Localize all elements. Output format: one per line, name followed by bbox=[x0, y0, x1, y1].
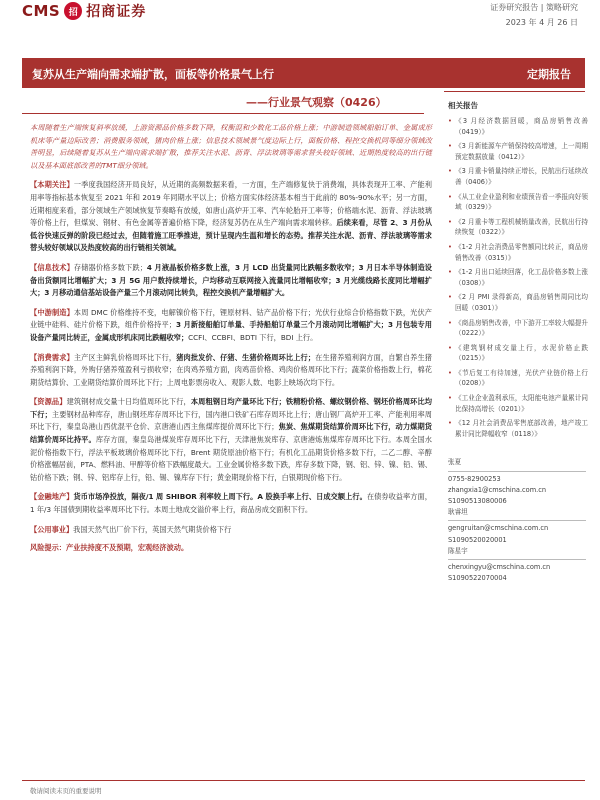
section-text: 主产区主鲜乳价格周环比下行， bbox=[73, 352, 177, 362]
analyst-phone: 0755-82900253 bbox=[448, 474, 501, 483]
related-report[interactable]: • 《商品房销售改善，中下游开工率较大幅提升（0222）》 bbox=[448, 318, 588, 338]
sidebar bbox=[448, 100, 588, 584]
section-finance bbox=[30, 491, 432, 516]
section-bold-text: 货币市场净投放，隔夜/1 周 SHIBOR 利率较上周下行。A 股换手率上行、日成交额上行。 bbox=[73, 492, 367, 502]
analyst-email[interactable]: chenxingyu@cmschina.com.cn bbox=[448, 563, 551, 572]
bullet-icon: • bbox=[448, 268, 452, 277]
section-midstream bbox=[30, 307, 432, 345]
related-reports-list bbox=[448, 116, 588, 439]
footer-divider bbox=[22, 780, 585, 781]
divider bbox=[448, 471, 586, 472]
report-date: 2023 年 4 月 26 日 bbox=[505, 18, 578, 27]
sidebar-divider bbox=[444, 91, 585, 92]
section-bold-text: 猪肉批发价、仔猪、生猪价格周环比上行； bbox=[176, 352, 316, 362]
bullet-icon: • bbox=[448, 293, 452, 302]
section-it bbox=[30, 262, 432, 300]
cms-logo bbox=[22, 0, 146, 22]
related-report[interactable]: • 《从工业企业盈利和业绩预告看一季报向好领域（0329）》 bbox=[448, 192, 588, 212]
logo-seal-icon: 招 bbox=[64, 2, 82, 20]
section-focus bbox=[30, 179, 432, 255]
section-text: 一季度我国经济开局良好，从近期的高频数据来看，一方面，生产端修复快于消费端，具体表现开工率、产能利用率等指标基本恢复至 2021 年和 2019 年同期水平以上；价格方面实体经济基本相当于此前的 80%-90%水平；另一方面，近期相度来看，部分领域生产领域恢复节奏略有放缓，如唐山高炉开工率、汽车轮胎开工率等；价格端水泥、沥青、浮法玻璃等价格上行，但煤炭、钢材、有色金属等普遍价格下降，经济复苏仍在从生产端向需求端转移。 bbox=[30, 180, 432, 228]
bullet-icon: • bbox=[448, 368, 452, 377]
section-tail-text: 在生猪养殖利润方面，自繁自养生猪养殖利润下降，外购仔猪养殖盈利亏损收窄；在肉鸡养殖方面，肉鸡苗价格、鸡肉价格周环比下行；蔬菜价格指数上行，棉花期货结算价、工业期货结算价周环比下行；上周电影票房收入、观影人数、电影上映场次均下行。 bbox=[30, 352, 432, 387]
related-report[interactable]: • 《12 月社会消费品零售底部改善，地产竣工累计同比降幅收窄（0118）》 bbox=[448, 419, 588, 438]
related-report[interactable]: • 《3 月重卡销量持续正增长，民航出行延续改善（0406）》 bbox=[448, 167, 588, 186]
risk-warning: 风险提示：产业扶持度不及预期，宏观经济波动。 bbox=[30, 543, 189, 553]
section-bold-text: 4 月液晶板价格多数上涨，3 月 LCD 出货量同比跌幅多数收窄；3 月日本半导体制造设备出货额同比增幅扩大；3 月 5G 用户数持续增长，户均移动互联网接入流量同比增幅收窄；3 月光缆线路长度同比增幅扩大；3 月移动通信基站设备产量三个月滚动同比转负，程控交换机产量增幅扩大。 bbox=[30, 262, 432, 298]
analyst-license: S1090522070004 bbox=[448, 574, 507, 583]
bullet-icon: • bbox=[448, 242, 452, 251]
bullet-icon: • bbox=[448, 167, 452, 176]
related-report[interactable]: • 《建筑钢材成交量上行，水泥价格止跌（0215）》 bbox=[448, 343, 588, 363]
section-text: 本周 DMC 价格维持不变，电解镍价格下行，锂原材料、钴产品价格下行；光伏行业综合价格指数下跌，光伏产业链中硅料、硅片价格下跌，组件价格持平； bbox=[30, 307, 432, 330]
section-tag: 【消费需求】 bbox=[30, 352, 74, 362]
logo-cn: 招商证券 bbox=[86, 4, 147, 20]
logo-en: CMS bbox=[22, 2, 61, 20]
section-bold-text: 3 月新接船舶订单量、手持船舶订单量三个月滚动同比增幅扩大；3 月包装专用设备产量同比转正，金属成形机床同比跌幅收窄； bbox=[30, 320, 432, 342]
section-tag: 【本期关注】 bbox=[30, 180, 74, 190]
section-tag: 【资源品】 bbox=[30, 397, 67, 407]
related-report[interactable]: • 《3 月新能源车产销保持较高增速，上一周期预定数据放量（0412）》 bbox=[448, 142, 588, 161]
section-tag: 【公用事业】 bbox=[30, 524, 74, 534]
section-tail-text: 主要钢材品种库存，唐山钢坯库存周环比下行，国内港口铁矿石库存周环比上行；唐山钢厂高炉开工率、产能利用率周环比下行，秦皇岛港山西优混平仓价、京唐港山西主焦煤库提价周环比下行； bbox=[30, 409, 432, 432]
page-header bbox=[0, 0, 600, 48]
analyst-name: 耿睿坦 bbox=[448, 508, 468, 517]
divider bbox=[448, 559, 586, 560]
related-report[interactable]: • 《3 月经济数据回暖，商品房销售改善（0419）》 bbox=[448, 117, 588, 136]
main-content bbox=[30, 122, 432, 554]
section-bold-text: 本周粗钢日均产量环比下行；铁精粉价格、螺纹钢价格、钢坯价格周环比均下行； bbox=[30, 397, 432, 419]
section-tail-text: CCFI、CCBFI、BDTI 下行，BDI 上行。 bbox=[188, 332, 318, 342]
related-report[interactable]: • 《节后复工有待加速，光伏产业链价格上行（0208）》 bbox=[448, 368, 588, 388]
analyst-name: 张夏 bbox=[448, 458, 462, 467]
section-tag: 【信息技术】 bbox=[30, 262, 74, 272]
related-report[interactable]: • 《工业企业盈利承压，太阳能电池产量累计同比保持高增长（0201）》 bbox=[448, 394, 588, 413]
bullet-icon: • bbox=[448, 419, 452, 428]
report-type: 证券研究报告 | 策略研究 bbox=[490, 3, 578, 12]
bullet-icon: • bbox=[448, 343, 452, 352]
bullet-icon: • bbox=[448, 192, 452, 201]
analyst-email[interactable]: gengruitan@cmschina.com.cn bbox=[448, 524, 549, 533]
bullet-icon: • bbox=[448, 142, 452, 151]
analyst-license: S1090513080006 bbox=[448, 497, 507, 506]
report-tag: 定期报告 bbox=[527, 68, 571, 81]
related-report[interactable]: • 《1-2 月社会消费品零售额同比转正，商品房销售改善（0315）》 bbox=[448, 242, 588, 262]
footer-note: 敬请阅读末页的重要说明 bbox=[30, 787, 102, 795]
analyst-name: 陈星宇 bbox=[448, 546, 468, 555]
section-tail-text: 在债券收益率方面，1 年/3 年国债到期收益率周环比下行。本周土地成交溢价率上行，商品房成交面积下行。 bbox=[30, 492, 432, 515]
related-report[interactable]: • 《2 月重卡等工程机械销量改善，民航出行持续恢复（0322）》 bbox=[448, 217, 588, 237]
abstract: 本周随着生产端恢复斜率放缓，上游资源品价格多数下降，权衡混和少数化工品价格上涨；中游制造领域船舶订单、金属成形机床等产量边际改善；消费服务领域，猪肉价格上涨；信息技术领域景气度边际上行，面板价格、程控交换机同等细分领域改善明显，后续随着复苏从生产端向需求端扩散，推荐关注水泥、沥青、浮法玻璃等需求替头较好领域、近期热度较高的出行链以及基本面底部改善的TMT细分领域。 bbox=[30, 123, 432, 170]
title-bar bbox=[22, 58, 585, 88]
header-meta bbox=[490, 2, 578, 28]
section-text: 建筑钢材成交量十日均值周环比下行， bbox=[66, 397, 191, 407]
section-tail-text-2: 库存方面，秦皇岛港煤炭库存周环比下行，天津港焦炭库存、京唐港炼焦煤库存周环比下行。本周全国水泥价格指数下行，浮法平板玻璃价格周环比下行，Brent 期货原油价格下行；有机化工品期货价格多数下行，二乙二醇、辛醇价格涨幅居前，PTA、燃料油、甲醇等价格下跌幅度最大。工业金属价格多数下跌，库存多数下降，钢、铝、锌、镍、铅、锡、钴价格下跌；钢、锌、铝库存上行，铅、锡、镍库存下行；黄金期现价格下行，白银期现价格下行。 bbox=[30, 435, 432, 482]
bullet-icon: • bbox=[448, 117, 452, 125]
related-report[interactable]: • 《1-2 月出口延续回落，化工品价格多数上涨（0308）》 bbox=[448, 268, 588, 287]
section-consumer bbox=[30, 352, 432, 390]
section-resources bbox=[30, 396, 432, 484]
section-tag: 【中游制造】 bbox=[30, 307, 74, 317]
section-bold-text-2: 焦炭、焦煤期货结算价周环比下行，动力煤期货结算价周环比持平。 bbox=[30, 422, 432, 445]
bullet-icon: • bbox=[448, 217, 452, 226]
report-subtitle: ——行业景气观察（0426） bbox=[246, 96, 387, 109]
section-text: 我国天然气出厂价下行，英国天然气期货价格下行 bbox=[73, 524, 232, 534]
section-tag: 【金融地产】 bbox=[30, 492, 74, 502]
section-text: 存储器价格多数下跌； bbox=[73, 262, 147, 272]
subtitle-divider bbox=[22, 113, 424, 114]
analyst-contacts bbox=[448, 457, 588, 584]
analyst-email[interactable]: zhangxia1@cmschina.com.cn bbox=[448, 485, 547, 494]
related-reports-title: 相关报告 bbox=[448, 101, 478, 110]
section-bold-text: 后续来看，尽管 2、3 月份从低谷快速反弹的阶段已经过去，但随着施工旺季推进，预计呈现内生温和增长的态势。推荐关注水泥、沥青、浮法玻璃等需求替头较好领域以及热度较高的出行链相关领域。 bbox=[30, 218, 432, 253]
analyst-license: S1090520020001 bbox=[448, 535, 507, 544]
section-utilities bbox=[30, 524, 432, 537]
report-title: 复苏从生产端向需求端扩散，面板等价格景气上行 bbox=[32, 68, 274, 81]
bullet-icon: • bbox=[448, 394, 452, 403]
bullet-icon: • bbox=[448, 318, 452, 327]
related-report[interactable]: • 《2 月 PMI 录得新高，商品房销售周同比均回暖（0301）》 bbox=[448, 293, 588, 312]
divider bbox=[448, 520, 586, 521]
